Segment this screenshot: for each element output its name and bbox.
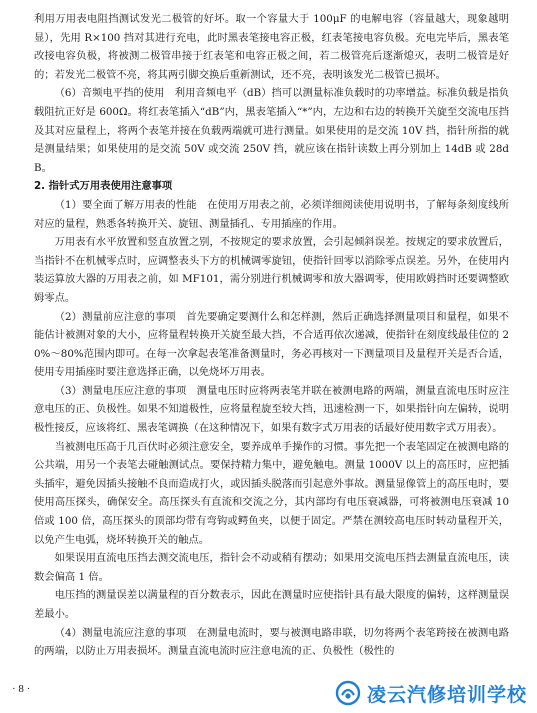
paragraph: （3）测量电压应注意的事项 测量电压时应将两表笔并联在被测电路的两端，测量直流电压时应注意电压的正、负极性。如果不知道极性，应将量程旋至较大挡，迅速检测一下，如果指针向左偏转，说明极性接反，应该将红、黑表笔调换（在这种情况下，如果有数字式万用表的话最好使用数字式万用表）。 [34, 384, 509, 435]
paragraph: 电压挡的测量误差以满量程的百分数表示，因此在测量时应使指针具有最大限度的偏转，这样测量误差最小。 [34, 589, 509, 620]
paragraph: 万用表有水平放置和竖直放置之别，不按规定的要求放置，会引起倾斜误差。按规定的要求放置后，当指针不在机械零点时，应调整表头下方的机械调零旋钮，使指针回零以消除零点误差。另外，在使用内装运算放大器的万用表之前，如 MF101，需分别进行机械调零和放大器调零，使用欧姆挡时还要调整欧姆零点。 [34, 236, 509, 304]
page-number: · 8 · [12, 683, 31, 695]
paragraph: （1）要全面了解万用表的性能 在使用万用表之前，必须详细阅读使用说明书，了解每条刻度线所对应的量程，熟悉各转换开关、旋钮、测量插孔、专用插座的作用。 [34, 198, 509, 230]
logo-icon [335, 680, 361, 706]
paragraph: （4）测量电流应注意的事项 在测量电流时，要与被测电路串联，切勿将两个表笔跨接在被测电路的两端，以防止万用表损坏。测量直流电流时应注意电流的正、负极性（极性的 [34, 626, 509, 658]
watermark [335, 679, 527, 707]
paragraph: 利用万用表电阻挡测试发光二极管的好坏。取一个容量大于 100μF 的电解电容（容量越大，现象越明显），先用 R×100 挡对其进行充电，此时黑表笔接电容正极，红表笔接电容负极。充电完毕后，黑表笔改接电容负极，将被测二极管串接于红表笔和电容正极之间，若二极管亮后逐渐熄灭，表明二极管是好的；若发光二极管不亮，将其两引脚交换后重新测试，还不亮，表明该发光二极管已损坏。 [34, 13, 509, 81]
paragraph: （2）测量前应注意的事项 首先要确定要测什么和怎样测，然后正确选择测量项目和量程，如果不能估计被测对象的大小，应将量程转换开关旋至最大挡，不合适再依次递减，使指针在刻度线最佳位的 20%～80%范围内即可。在每一次拿起表笔准备测量时，务必再核对一下测量项目及量程开关是否合适，使用专用插座时要注意选择正确，以免烧坏万用表。 [34, 310, 509, 379]
paragraph: 如果误用直流电压挡去测交流电压，指针会不动或稍有摆动；如果用交流电压挡去测量直流电压，读数会偏高 1 倍。 [34, 552, 509, 583]
watermark-text: 凌云汽修培训学校 [366, 683, 527, 706]
document-page [34, 10, 509, 660]
document-body [34, 10, 509, 660]
paragraph: 当被测电压高于几百伏时必须注意安全，要养成单手操作的习惯。事先把一个表笔固定在被测电路的公共端，用另一个表笔去碰触测试点。要保持精力集中，避免触电。测量 1000V 以上的高压时，应把插头插牢，避免因插头接触不良而造成打火，或因插头脱落而引起意外事故。测量显像管上的高压电时，要使用高压探头，确保安全。高压探头有直流和交流之分，其内部均有电压衰减器，可将被测电压衰减 10 倍或 100 倍，高压探头的顶部均带有弯钩或鳄鱼夹，以便于固定。严禁在测较高电压时转动量程开关，以免产生电弧，烧坏转换开关的触点。 [34, 440, 509, 546]
section-heading: 2. 指针式万用表使用注意事项 [34, 180, 173, 193]
paragraph: （6）音频电平挡的使用 利用音频电平（dB）挡可以测量标准负载时的功率增益。标准负载是指负载阻抗正好是 600Ω。将红表笔插入“dB”内，黑表笔插入“*”内，左边和右边的转换开关旋至交流电压挡及其对应量程上，将两个表笔并接在负载两端就可进行测量。如果使用的是交流 10V 挡，指针所指的就是测量结果；如果使用的是交流 50V 或交流 250V 挡，就应该在指针读数上再分别加上 14dB 或 28dB。 [34, 87, 509, 174]
